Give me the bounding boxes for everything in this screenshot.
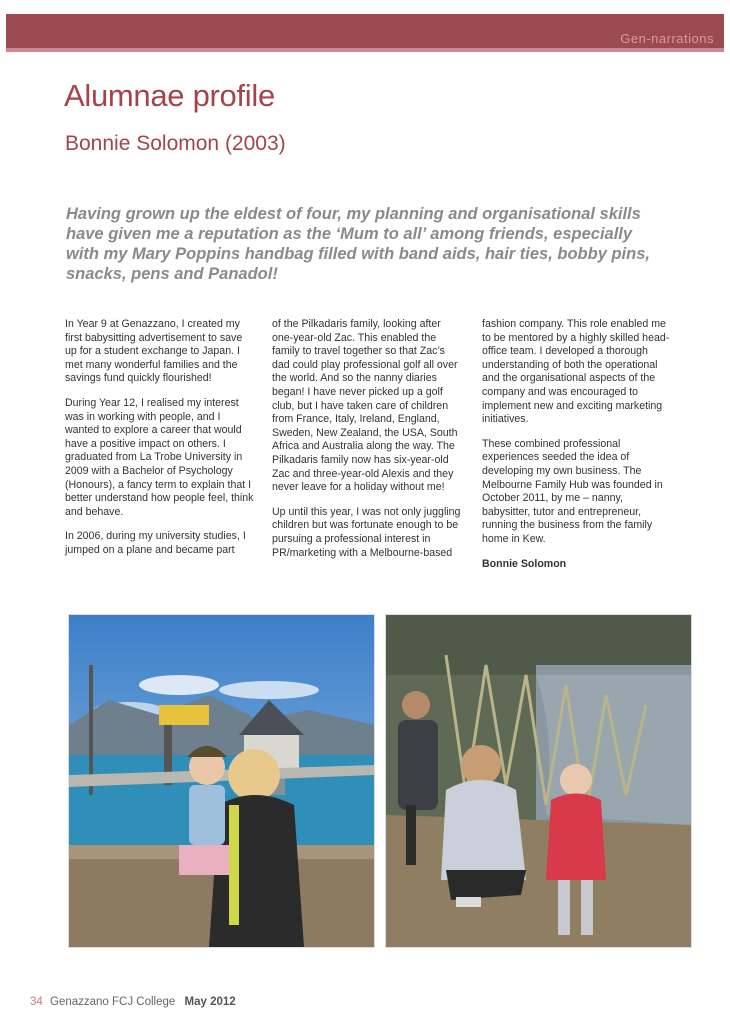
photo-family-by-water-image: [386, 615, 691, 947]
paragraph: Up until this year, I was not only juggling children but was fortunate enough to be pursuing a professional interest in PR/marketing with a Melbourne-based: [272, 505, 461, 559]
article-column-1: [65, 318, 255, 569]
photo-lakeside-pier-image: [69, 615, 374, 947]
article-column-3: [482, 318, 672, 582]
article-column-2: [272, 318, 462, 571]
photo-lakeside-pier: [68, 614, 375, 948]
author-signature: Bonnie Solomon: [482, 557, 567, 570]
paragraph: These combined professional experiences seeded the idea of developing my own business. The Melbourne Family Hub was founded in October 2011, by me – nanny, babysitter, tutor and entrepreneur, running the business from the family home in Kew.: [482, 437, 663, 545]
page-title: Alumnae profile: [64, 78, 275, 113]
section-tag: Gen-narrations: [620, 31, 714, 46]
page-number: 34: [30, 996, 43, 1008]
photo-family-by-water: [385, 614, 692, 948]
paragraph: In 2006, during my university studies, I jumped on a plane and became part: [65, 530, 246, 556]
section-header-band: [6, 14, 724, 48]
paragraph: of the Pilkadaris family, looking after one-year-old Zac. This enabled the family to travel together so that Zac’s dad could play professional golf all over the world. And so the nanny diaries began! I have never picked up a golf club, but I have taken care of children from France, Italy, Ireland, England, Sweden, New Zealand, the USA, South Africa and Australia along the way. The Pilkadaris family now has six-year-old Zac and three-year-old Alexis and they never leave for a holiday without me!: [272, 318, 458, 494]
publication-name: Genazzano FCJ College: [50, 996, 176, 1008]
paragraph: In Year 9 at Genazzano, I created my first babysitting advertisement to save up for a student exchange to Japan. I met many wonderful families and the savings fund quickly flourished!: [65, 318, 243, 385]
pull-quote: Having grown up the eldest of four, my planning and organisational skills have given me a reputation as the ‘Mum to all’ among friends, especially with my Mary Poppins handbag filled with band aids, hair ties, bobby pins, snacks, pens and Panadol!: [66, 205, 650, 283]
profile-name-subtitle: Bonnie Solomon (2003): [65, 132, 286, 155]
paragraph: fashion company. This role enabled me to be mentored by a highly skilled head-office team. I developed a thorough understanding of both the operational and the organisational aspects of the company and was encouraged to implement new and exciting marketing initiatives.: [482, 318, 670, 426]
issue-date: May 2012: [184, 996, 236, 1008]
article-body: [65, 318, 680, 578]
paragraph: During Year 12, I realised my interest was in working with people, and I wanted to explore a career that would have a positive impact on others. I graduated from La Trobe University in 2009 with a Bachelor of Psychology (Honours), a fancy term to explain that I better understand how people feel, think and behave.: [65, 396, 254, 518]
page-footer: [30, 996, 236, 1008]
